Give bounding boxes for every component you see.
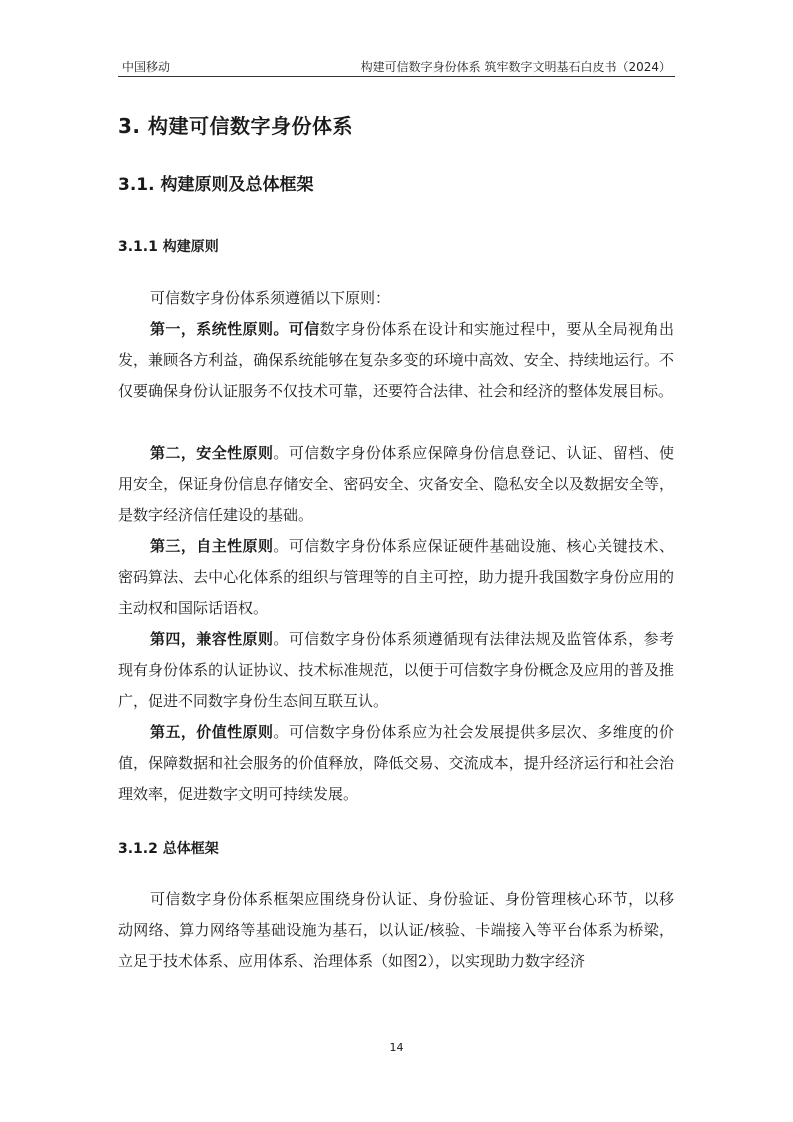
section-heading-3: 3. 构建可信数字身份体系 — [118, 114, 353, 138]
intro-paragraph: 可信数字身份体系须遵循以下原则： — [150, 289, 391, 307]
page-number: 14 — [389, 1041, 404, 1054]
header-divider — [118, 76, 675, 77]
page-header — [118, 56, 675, 76]
principle-5-lead: 第五，价值性原则 — [150, 723, 274, 741]
principle-1-lead: 第一，系统性原则。可信 — [150, 320, 320, 338]
framework-paragraph: 可信数字身份体系框架应围绕身份认证、身份验证、身份管理核心环节，以移动网络、算力网络等基础设施为基石，以认证/核验、卡端接入等平台体系为桥梁，立足于技术体系、应用体系、治理体系（如图2），以实现助力数字经济 — [118, 890, 674, 970]
principle-5-body: 。可信数字身份体系应为社会发展提供多层次、多维度的价值，保障数据和社会服务的价值释放，降低交易、交流成本，提升经济运行和社会治理效率，促进数字文明可持续发展。 — [118, 723, 674, 803]
principle-4-body: 。可信数字身份体系须遵循现有法律法规及监管体系，参考现有身份体系的认证协议、技术标准规范，以便于可信数字身份概念及应用的普及推广，促进不同数字身份生态间互联互认。 — [118, 630, 674, 710]
header-doc-title: 构建可信数字身份体系 筑牢数字文明基石白皮书（2024） — [360, 60, 671, 74]
section-heading-3-1-1: 3.1.1 构建原则 — [118, 239, 219, 255]
principle-3-lead: 第三，自主性原则 — [150, 537, 274, 555]
principle-3-paragraph — [118, 531, 674, 624]
principle-2-lead: 第二，安全性原则 — [150, 444, 274, 462]
principle-3-body: 。可信数字身份体系应保证硬件基础设施、核心关键技术、密码算法、去中心化体系的组织与管理等的自主可控，助力提升我国数字身份应用的主动权和国际话语权。 — [118, 537, 674, 617]
principle-2-body: 。可信数字身份体系应保障身份信息登记、认证、留档、使用安全，保证身份信息存储安全、密码安全、灾备安全、隐私安全以及数据安全等，是数字经济信任建设的基础。 — [118, 444, 674, 524]
principle-4-paragraph — [118, 624, 674, 717]
principle-1-body: 数字身份体系在设计和实施过程中，要从全局视角出发，兼顾各方利益，确保系统能够在复杂多变的环境中高效、安全、持续地运行。不仅要确保身份认证服务不仅技术可靠，还要符合法律、社会和经济的整体发展目标。 — [118, 320, 674, 400]
principle-2-paragraph — [118, 438, 674, 531]
section-heading-3-1-2: 3.1.2 总体框架 — [118, 841, 219, 857]
principle-1-paragraph — [118, 314, 674, 407]
section-heading-3-1: 3.1. 构建原则及总体框架 — [118, 175, 314, 195]
header-org: 中国移动 — [122, 60, 171, 74]
principle-4-lead: 第四，兼容性原则 — [150, 630, 274, 648]
principle-5-paragraph — [118, 717, 674, 810]
